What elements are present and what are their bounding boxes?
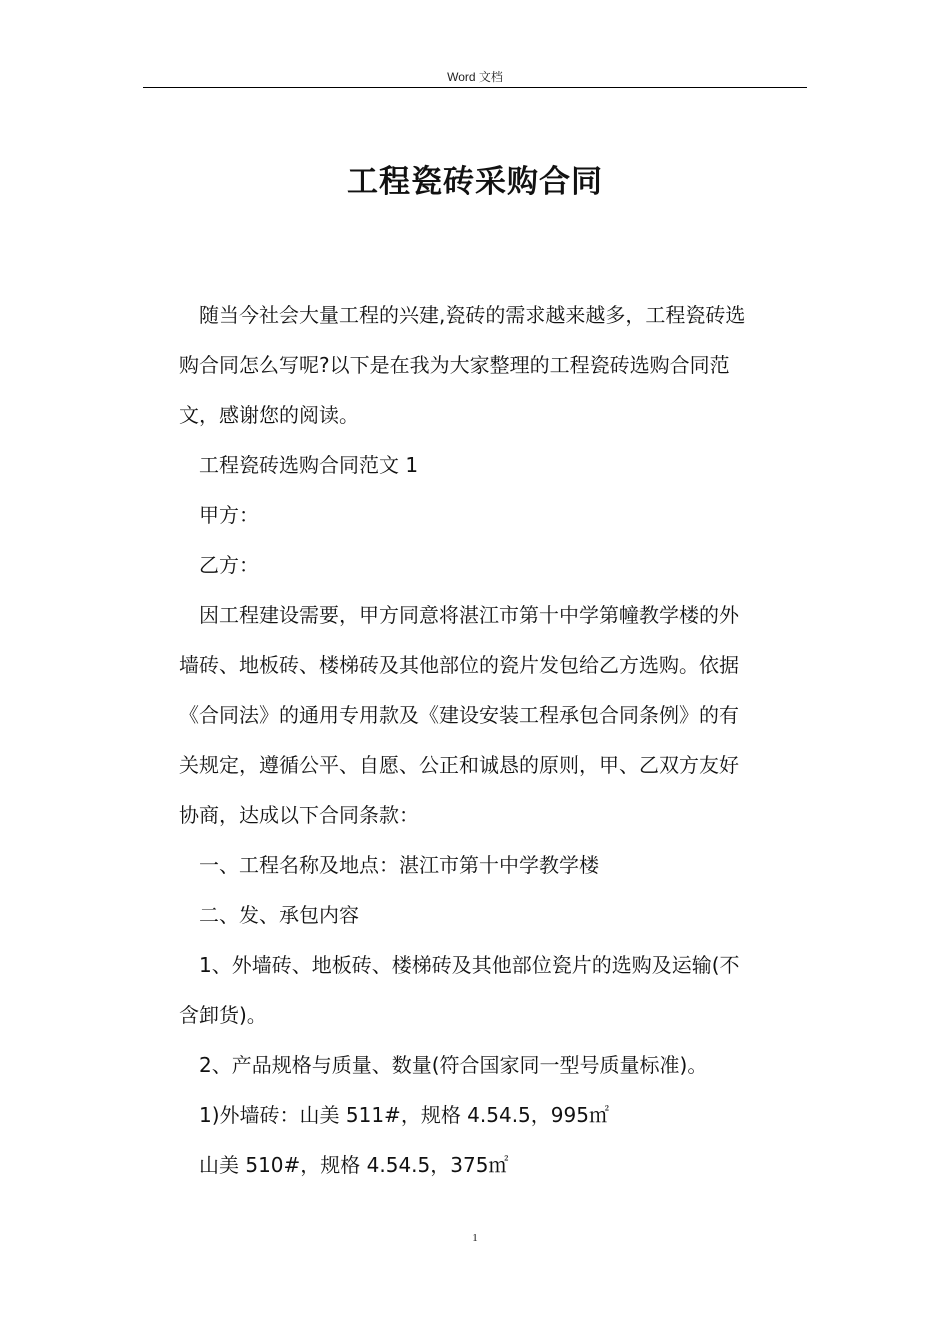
document-body: [179, 290, 809, 1190]
body-line: 文，感谢您的阅读。: [179, 403, 359, 427]
body-line: 甲方：: [199, 503, 259, 527]
page-header: Word 文档: [447, 70, 503, 84]
header-rule: [143, 87, 807, 88]
body-line: 工程瓷砖选购合同范文 1: [199, 453, 419, 477]
body-line: 二、发、承包内容: [199, 903, 359, 927]
body-line: 《合同法》的通用专用款及《建设安装工程承包合同条例》的有: [179, 703, 739, 727]
body-line: 一、工程名称及地点：湛江市第十中学教学楼: [199, 853, 599, 877]
page-number: 1: [472, 1232, 478, 1244]
body-line: 关规定，遵循公平、自愿、公正和诚恳的原则，甲、乙双方友好: [179, 753, 739, 777]
body-line: 1、外墙砖、地板砖、楼梯砖及其他部位瓷片的选购及运输(不: [199, 953, 740, 977]
body-line: 随当今社会大量工程的兴建,瓷砖的需求越来越多，工程瓷砖选: [199, 303, 746, 327]
body-line: 2、产品规格与质量、数量(符合国家同一型号质量标准)。: [199, 1053, 708, 1077]
body-line: 1)外墙砖：山美 511#，规格 4.54.5，995㎡: [199, 1103, 609, 1127]
body-line: 协商，达成以下合同条款：: [179, 803, 419, 827]
document-title: 工程瓷砖采购合同: [347, 164, 603, 200]
body-line: 因工程建设需要，甲方同意将湛江市第十中学第幢教学楼的外: [199, 603, 739, 627]
body-line: 山美 510#，规格 4.54.5，375㎡: [199, 1153, 509, 1177]
body-line: 墙砖、地板砖、楼梯砖及其他部位的瓷片发包给乙方选购。依据: [179, 653, 739, 677]
body-line: 乙方：: [199, 553, 259, 577]
body-line: 含卸货)。: [179, 1003, 267, 1027]
body-line: 购合同怎么写呢?以下是在我为大家整理的工程瓷砖选购合同范: [179, 353, 730, 377]
